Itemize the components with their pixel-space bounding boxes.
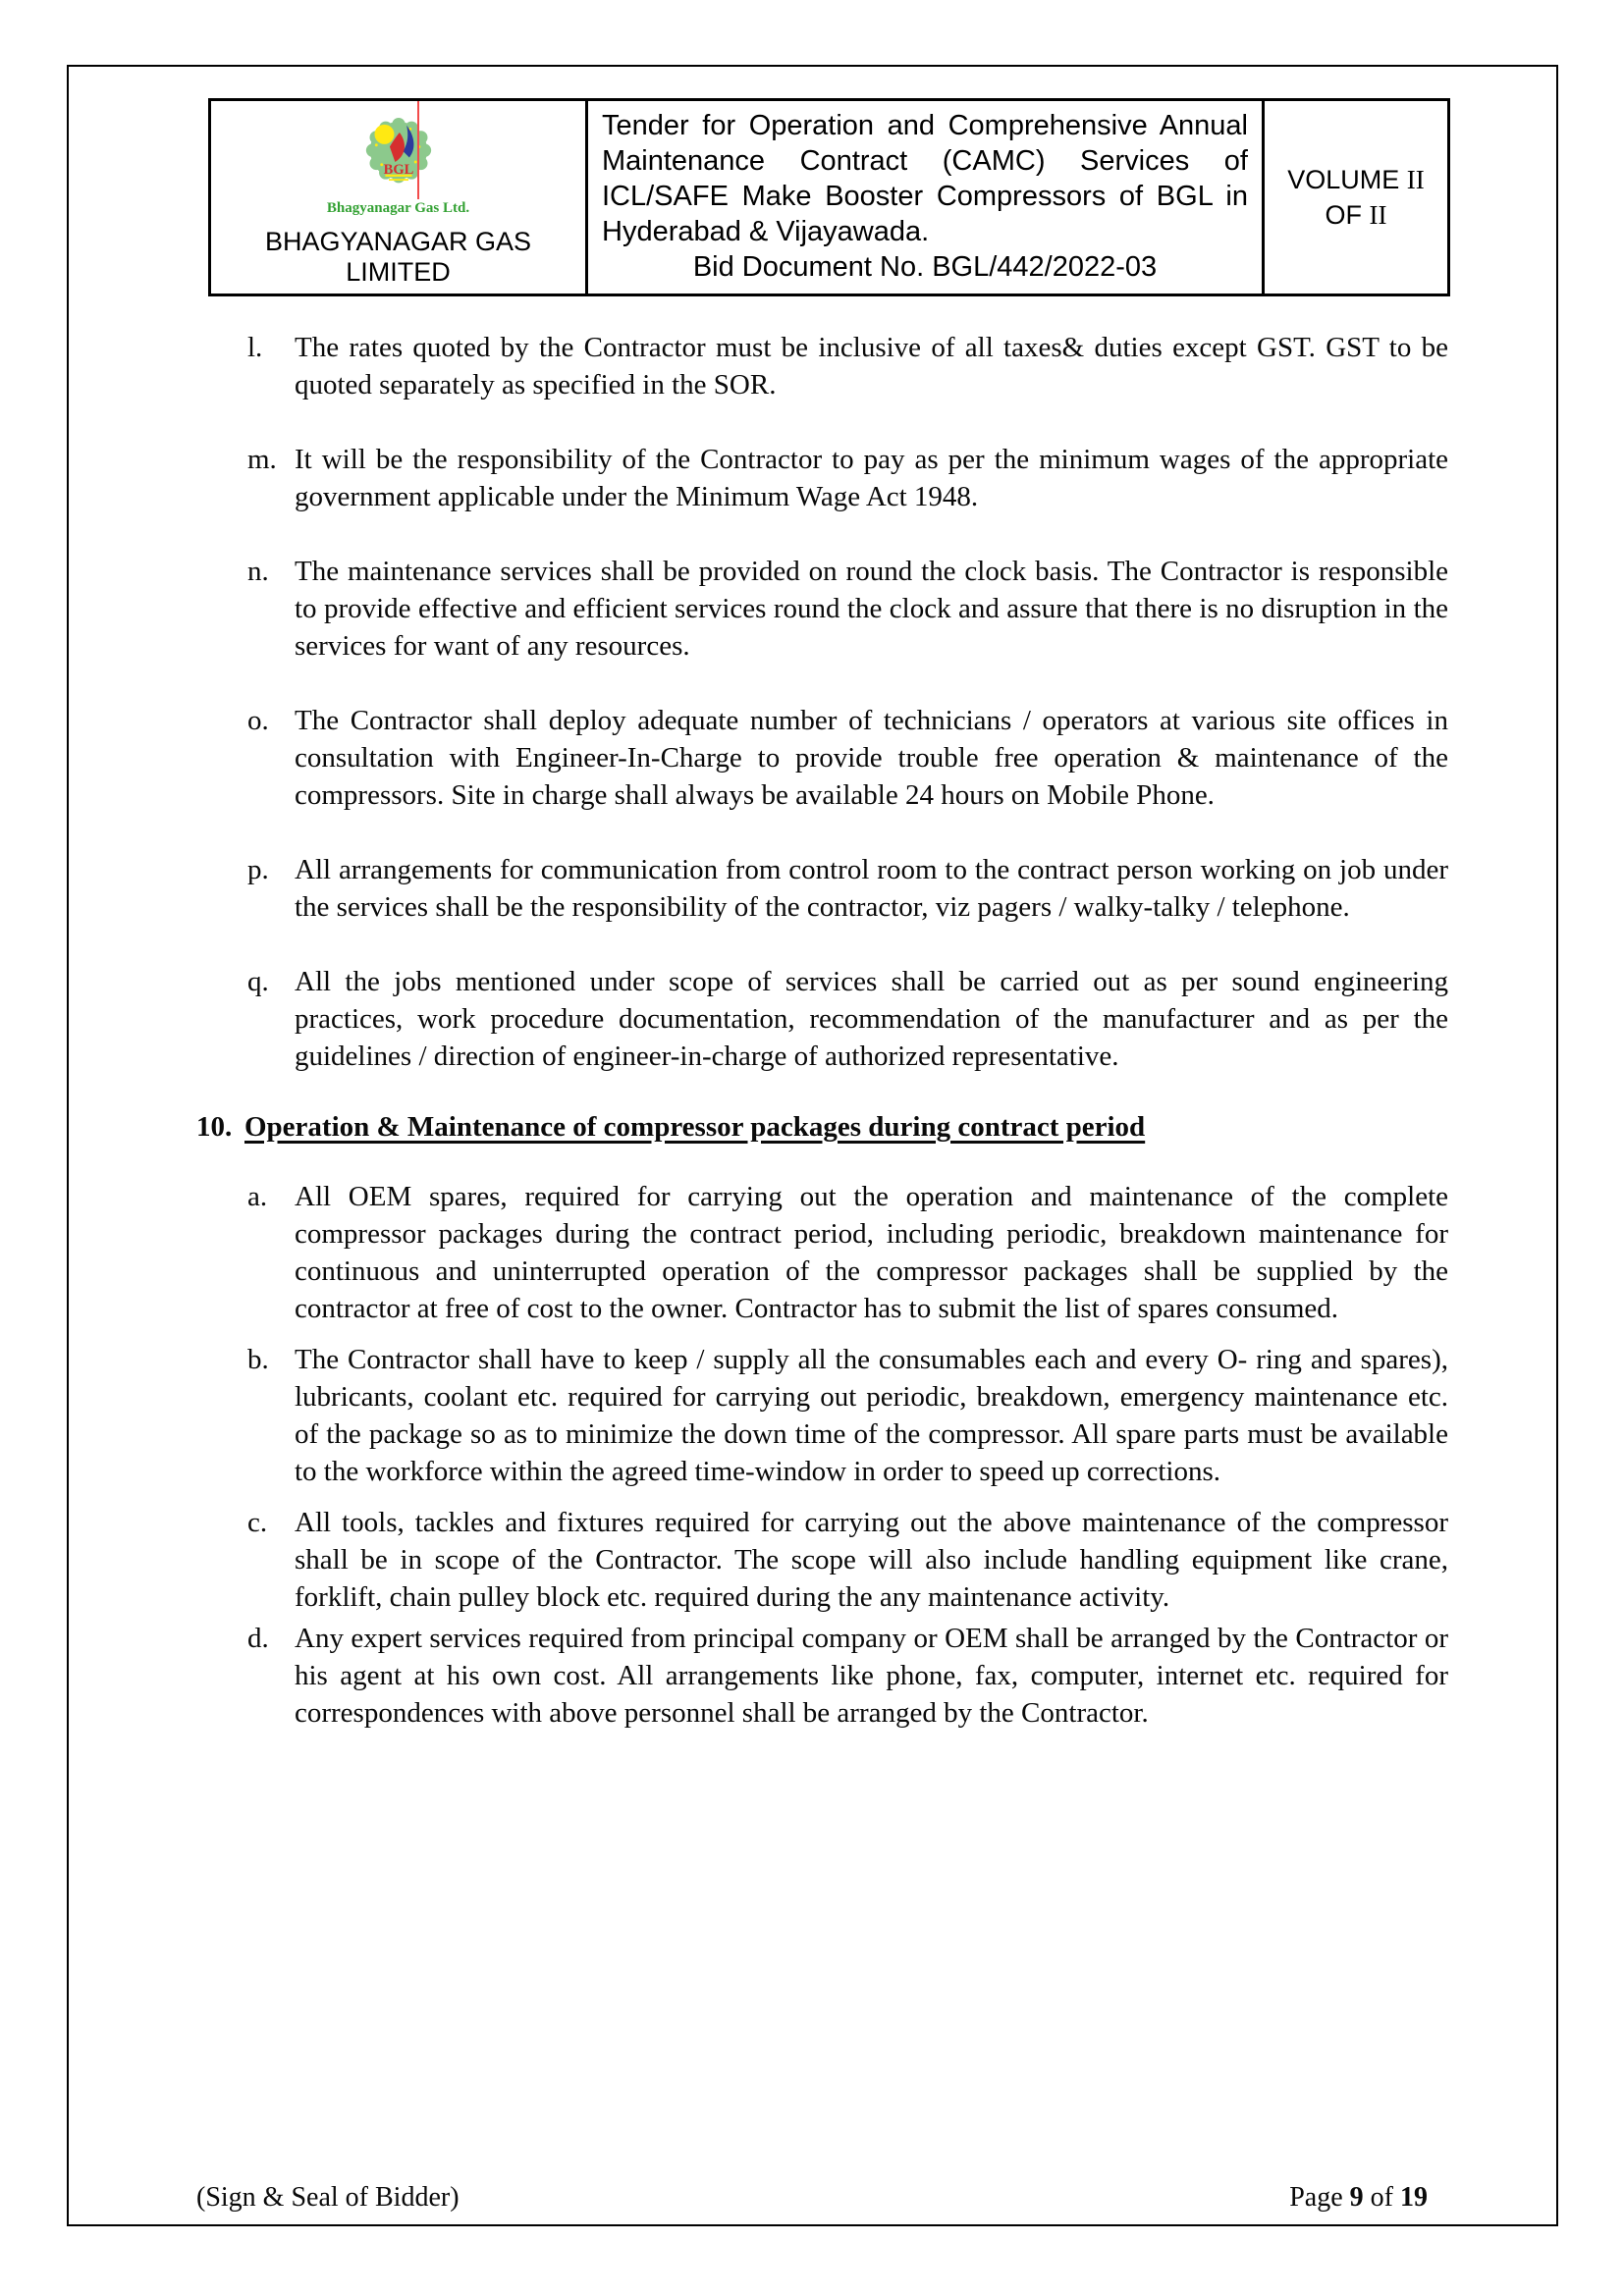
page-current: 9	[1349, 2182, 1364, 2213]
section-heading	[196, 1107, 1448, 1147]
volume-cell	[1265, 101, 1447, 294]
bid-document-number: Bid Document No. BGL/442/2022-03	[692, 251, 1158, 283]
page-total: 19	[1400, 2182, 1428, 2213]
list-item-text: The maintenance services shall be provided on round the clock basis. The Contractor is responsible to provide effective and efficient services round the clock and assure that there is no disruption in the services for want of any resources.	[295, 556, 1448, 662]
red-scan-artifact-line	[417, 101, 419, 199]
page-number	[1289, 2181, 1428, 2215]
volume-num1: II	[1406, 165, 1425, 194]
company-name-line2: LIMITED	[346, 257, 451, 287]
page-word: Page	[1289, 2182, 1343, 2213]
list-item-n	[247, 553, 1448, 665]
list-item-b	[247, 1341, 1448, 1490]
header-table	[208, 98, 1450, 296]
volume-word1: VOLUME	[1287, 165, 1400, 194]
list-item-text: Any expert services required from principal company or OEM shall be arranged by the Contractor or his agent at his own cost. All arrangements like phone, fax, computer, internet etc. required for correspondences with above personnel shall be arranged by the Contractor.	[295, 1623, 1448, 1729]
document-body	[69, 329, 1556, 1732]
tender-title: Tender for Operation and Comprehensive Annual Maintenance Contract (CAMC) Services of ICL/SAFE Make Booster Compressors of BGL in Hyderabad & Vijayawada.	[602, 110, 1248, 247]
page-footer	[196, 2181, 1428, 2215]
list-item-m	[247, 441, 1448, 515]
company-name	[211, 227, 585, 288]
list-item-c	[247, 1504, 1448, 1616]
bgl-logo-icon	[341, 111, 457, 193]
volume-line1	[1287, 162, 1425, 197]
list-item-a	[247, 1178, 1448, 1327]
list-item-o	[247, 702, 1448, 814]
list-item-marker: d.	[247, 1623, 269, 1654]
logo-cell	[211, 101, 588, 294]
list-item-marker: c.	[247, 1507, 268, 1538]
list-item-marker: o.	[247, 705, 269, 736]
list-item-text: The Contractor shall deploy adequate number of technicians / operators at various site offices in consultation with Engineer-In-Charge to provide trouble free operation & maintenance of the compressors. Site in charge shall always be available 24 hours on Mobile Phone.	[295, 705, 1448, 811]
section-title: Operation & Maintenance of compressor packages during contract period	[244, 1111, 1146, 1143]
section-number: 10.	[196, 1111, 233, 1143]
volume-word2: OF	[1325, 200, 1362, 230]
list-item-text: It will be the responsibility of the Contractor to pay as per the minimum wages of the appropriate government applicable under the Minimum Wage Act 1948.	[295, 444, 1448, 512]
sign-seal-label: (Sign & Seal of Bidder)	[196, 2182, 460, 2213]
list-item-text: All the jobs mentioned under scope of services shall be carried out as per sound engineering practices, work procedure documentation, recommendation of the manufacturer and as per the guidelines / direction of engineer-in-charge of authorized representative.	[295, 966, 1448, 1072]
page-border-frame	[67, 65, 1558, 2226]
list-item-marker: n.	[247, 556, 269, 587]
logo-caption: Bhagyanagar Gas Ltd.	[326, 200, 470, 216]
volume-line2	[1326, 197, 1387, 233]
title-cell	[588, 101, 1265, 294]
list-item-text: The Contractor shall have to keep / supply all the consumables each and every O- ring and spares), lubricants, coolant etc. required for carrying out periodic, breakdown, emergency maintenance etc. of the package so as to minimize the down time of the compressor. All spare parts must be available to the workforce within the agreed time-window in order to speed up corrections.	[295, 1344, 1448, 1487]
list-item-text: All arrangements for communication from control room to the contract person working on job under the services shall be the responsibility of the contractor, viz pagers / walky-talky / telephone.	[295, 854, 1448, 923]
company-name-line1: BHAGYANAGAR GAS	[264, 227, 532, 256]
list-item-marker: l.	[247, 332, 263, 363]
logo-acronym: BGL	[383, 161, 413, 178]
list-item-q	[247, 963, 1448, 1075]
list-item-text: All tools, tackles and fixtures required for carrying out the above maintenance of the compressor shall be in scope of the Contractor. The scope will also include handling equipment like crane, forklift, chain pulley block etc. required during the any maintenance activity.	[295, 1507, 1448, 1613]
list-item-marker: b.	[247, 1344, 269, 1375]
list-item-l	[247, 329, 1448, 403]
list-item-text: All OEM spares, required for carrying out the operation and maintenance of the complete compressor packages during the contract period, including periodic, breakdown maintenance for continuous and uninterrupted operation of the compressor packages shall be supplied by the contractor at free of cost to the owner. Contractor has to submit the list of spares consumed.	[295, 1181, 1448, 1324]
list-item-text: The rates quoted by the Contractor must be inclusive of all taxes& duties except GST. GST to be quoted separately as specified in the SOR.	[295, 332, 1448, 400]
volume-num2: II	[1369, 200, 1387, 230]
logo-sun	[374, 125, 394, 144]
list-item-marker: m.	[247, 444, 277, 475]
list-item-marker: a.	[247, 1181, 268, 1212]
list-item-d	[247, 1620, 1448, 1732]
list-item-p	[247, 851, 1448, 926]
list-item-marker: q.	[247, 966, 269, 997]
list-item-marker: p.	[247, 854, 269, 885]
of-word: of	[1370, 2182, 1393, 2213]
